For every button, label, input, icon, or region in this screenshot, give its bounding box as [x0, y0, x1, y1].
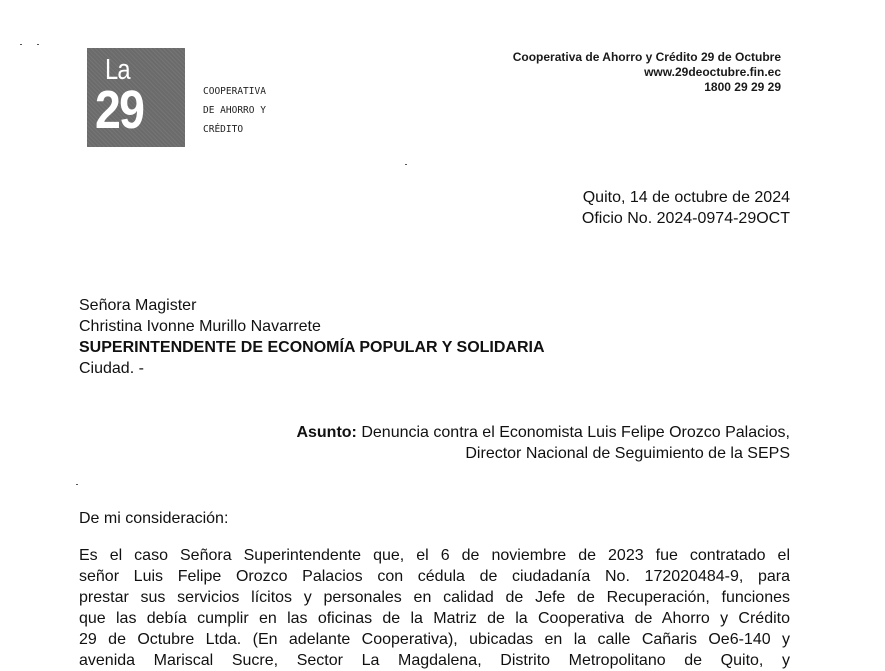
recipient-block — [79, 295, 545, 379]
logo-tagline — [203, 82, 266, 139]
org-name: Cooperativa de Ahorro y Crédito 29 de Octubre — [512, 50, 781, 64]
recipient-city: Ciudad. - — [79, 360, 144, 377]
oficio-number: Oficio No. 2024-0974-29OCT — [581, 210, 790, 227]
org-website: www.29deoctubre.fin.ec — [644, 65, 781, 79]
recipient-name: Christina Ivonne Murillo Navarrete — [79, 318, 321, 335]
scan-speck — [76, 484, 78, 485]
scan-speck — [37, 44, 39, 45]
logo-la-text: La — [105, 54, 130, 86]
letterhead-contact — [513, 50, 781, 95]
subject-block — [296, 422, 790, 464]
body-line: que las debía cumplir en las oficinas de la Matriz de la Cooperativa de Ahorro y Crédito — [79, 610, 790, 627]
logo-tagline-line: COOPERATIVA — [203, 86, 266, 97]
recipient-title: SUPERINTENDENTE DE ECONOMÍA POPULAR Y SOLIDARIA — [79, 339, 545, 356]
org-phone: 1800 29 29 29 — [704, 80, 781, 94]
logo-tagline-line: CRÉDITO — [203, 124, 244, 135]
logo-number: 29 — [95, 80, 144, 140]
body-line: prestar sus servicios lícitos y personales en calidad de Jefe de Recuperación, funciones — [79, 589, 790, 606]
subject-line-1 — [296, 422, 790, 443]
body-line: Es el caso Señora Superintendente que, el 6 de noviembre de 2023 fue contratado el — [79, 547, 790, 564]
subject-text-1: Denuncia contra el Economista Luis Felipe Orozco Palacios, — [361, 424, 790, 441]
body-line: avenida Mariscal Sucre, Sector La Magdalena, Distrito Metropolitano de Quito, y — [79, 652, 790, 669]
letter-date: Quito, 14 de octubre de 2024 — [582, 189, 790, 206]
date-block — [582, 187, 790, 229]
subject-text-2: Director Nacional de Seguimiento de la SEPS — [465, 445, 790, 462]
body-paragraph — [79, 545, 790, 671]
body-line: 29 de Octubre Ltda. (En adelante Cooperativa), ubicadas en la calle Cañaris Oe6-140 y — [79, 631, 790, 648]
logo-tagline-line: DE AHORRO Y — [203, 105, 266, 116]
letter-greeting: De mi consideración: — [79, 510, 229, 527]
subject-label: Asunto: — [296, 424, 357, 441]
body-line: señor Luis Felipe Orozco Palacios con cédula de ciudadanía No. 172020484-9, para — [79, 568, 790, 585]
cooperative-logo — [87, 48, 185, 147]
scan-speck — [405, 164, 407, 165]
scan-speck — [20, 44, 22, 45]
recipient-salutation: Señora Magister — [79, 297, 197, 314]
